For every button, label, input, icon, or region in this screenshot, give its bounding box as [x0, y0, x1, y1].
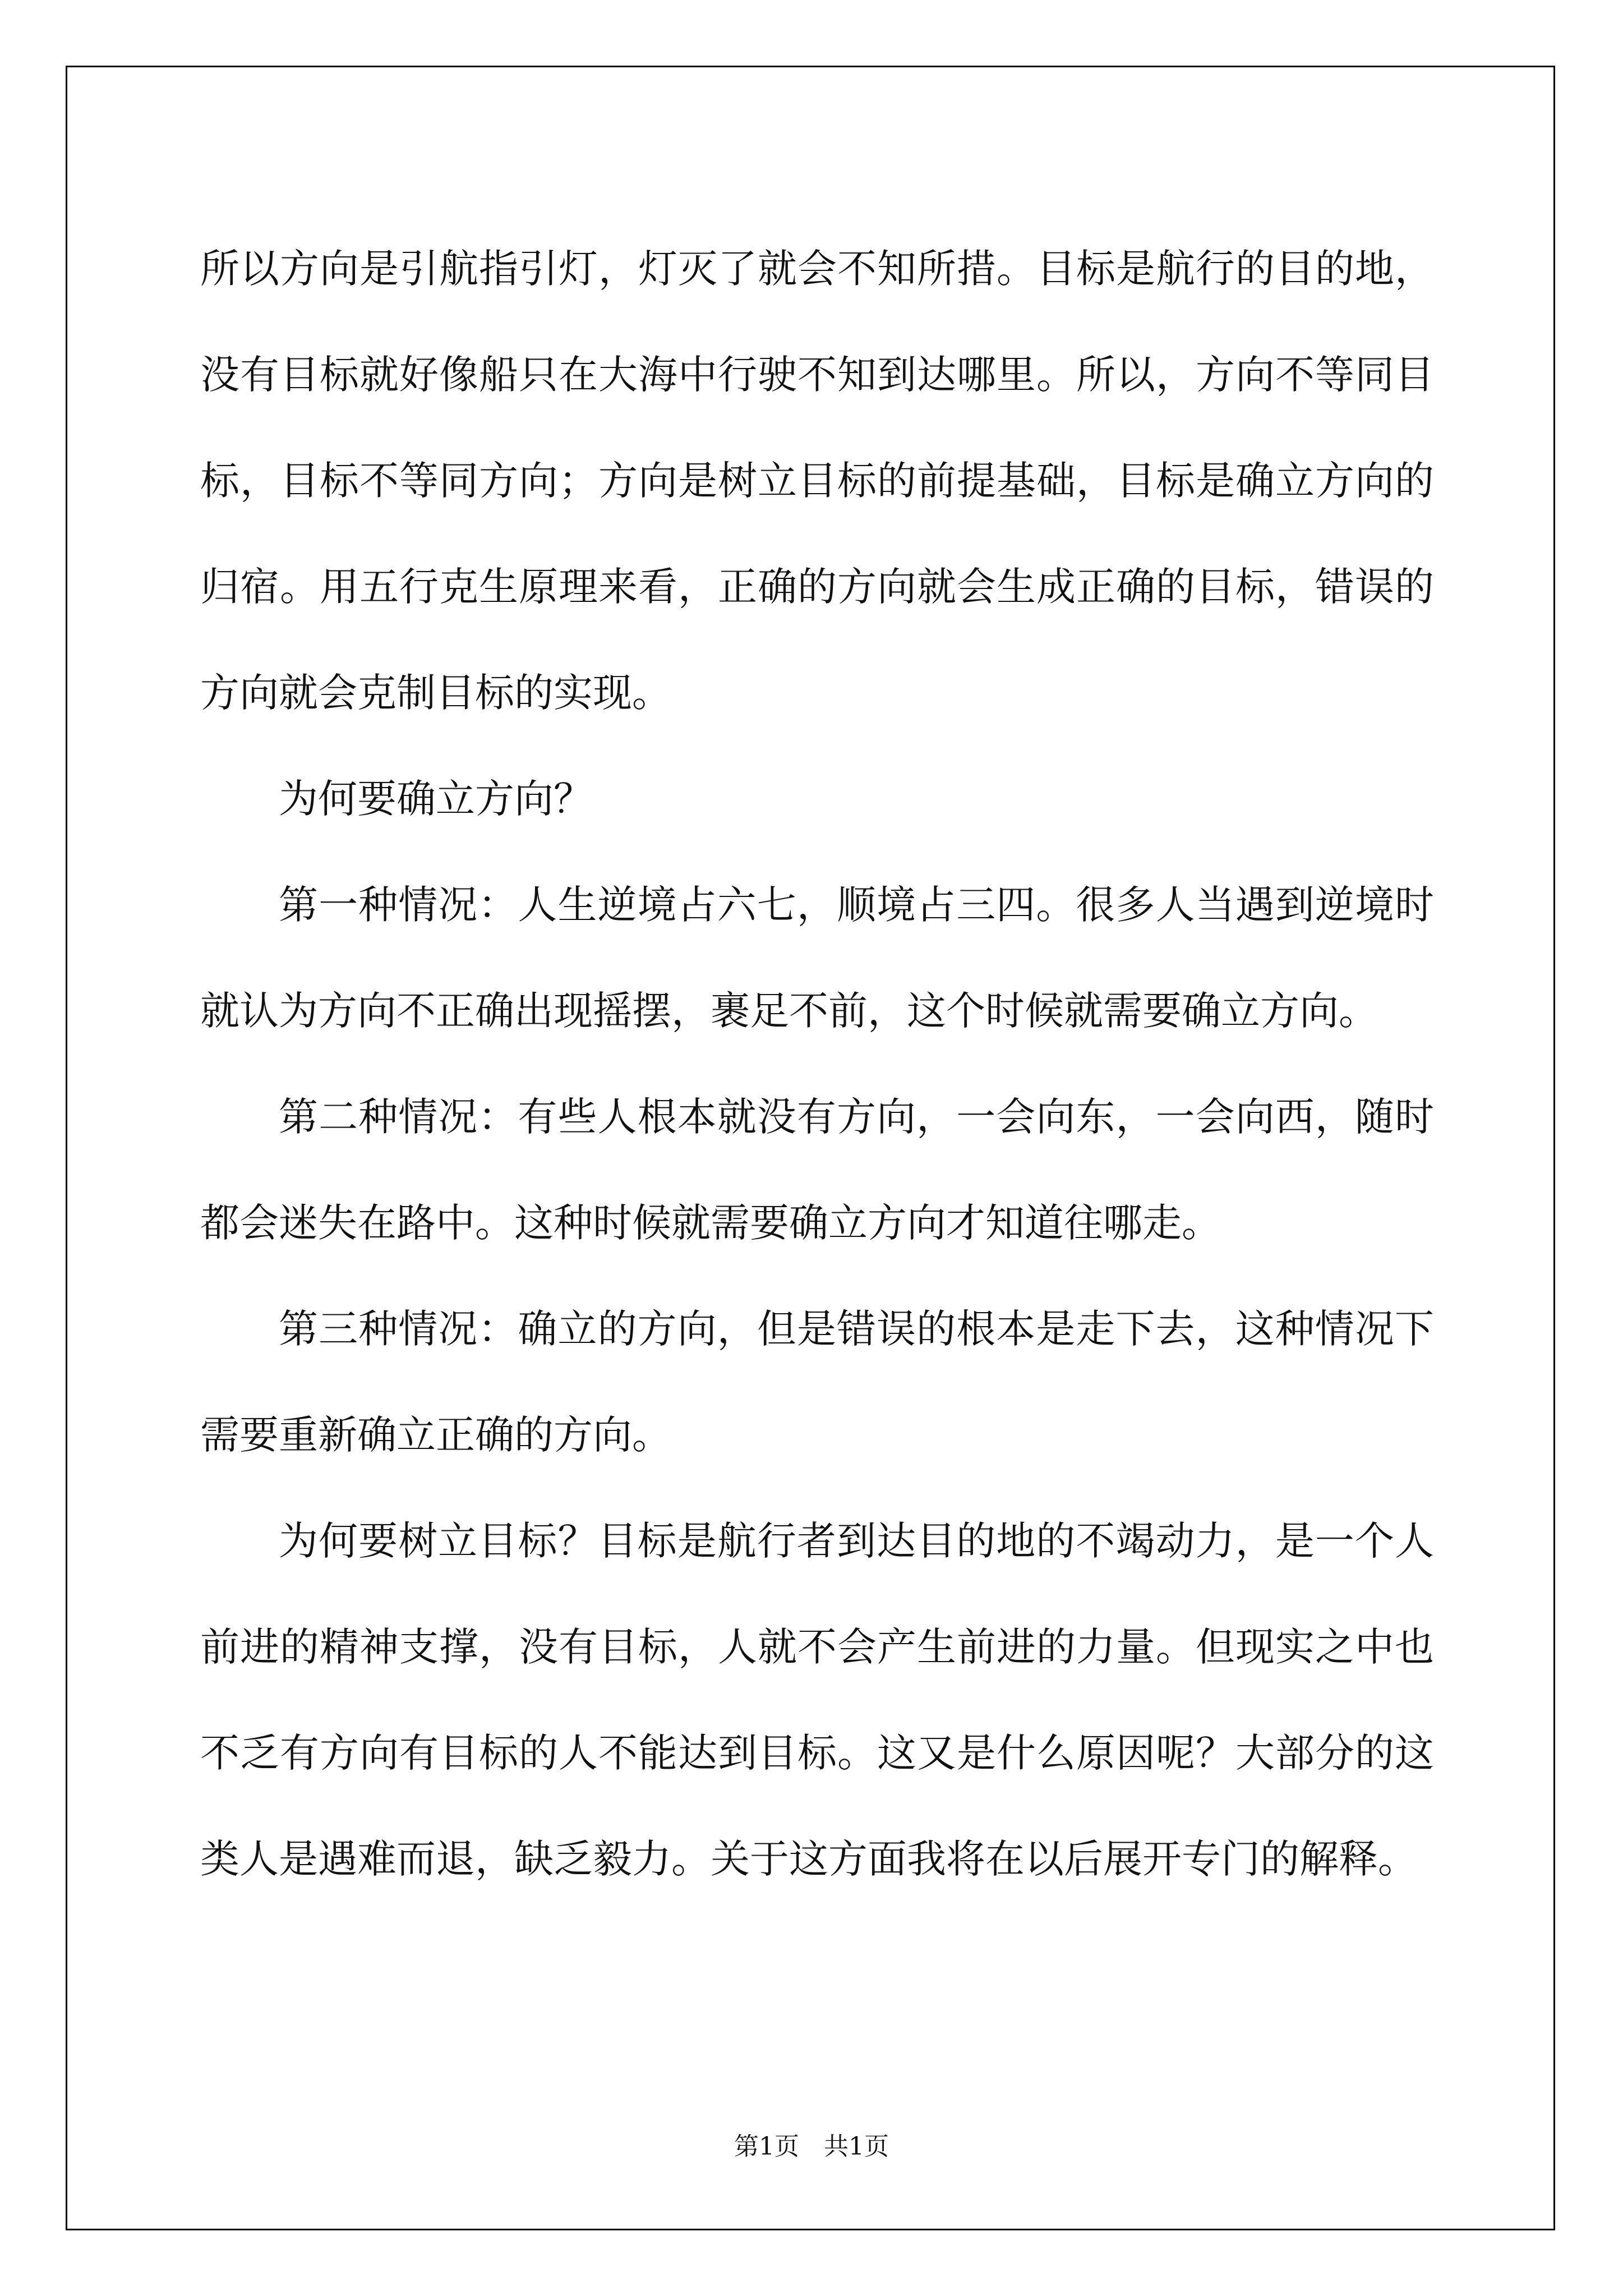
paragraph-1: 所以方向是引航指引灯，灯灭了就会不知所措。目标是航行的目的地，没有目标就好像船只在大海中行驶不知到达哪里。所以，方向不等同目标，目标不等同方向；方向是树立目标的前提基础，目标是确立方向的归宿。用五行克生原理来看，正确的方向就会生成正确的目标，错误的方向就会克制目标的实现。 — [200, 246, 1434, 716]
paragraph-4: 第二种情况：有些人根本就没有方向，一会向东，一会向西，随时都会迷失在路中。这种时候就需要确立方向才知道往哪走。 — [200, 1094, 1434, 1246]
page-number-footer: 第1页 共1页 — [734, 2132, 889, 2161]
document-body — [200, 216, 1434, 1912]
paragraph-6: 为何要树立目标？目标是航行者到达目的地的不竭动力，是一个人前进的精神支撑，没有目标，人就不会产生前进的力量。但现实之中也不乏有方向有目标的人不能达到目标。这又是什么原因呢？大部分的这类人是遇难而退，缺乏毅力。关于这方面我将在以后展开专门的解释。 — [200, 1518, 1434, 1882]
paragraph-2-heading: 为何要确立方向？ — [279, 776, 593, 822]
paragraph-3: 第一种情况：人生逆境占六七，顺境占三四。很多人当遇到逆境时就认为方向不正确出现摇摆，裹足不前，这个时候就需要确立方向。 — [200, 882, 1434, 1034]
paragraph-5: 第三种情况：确立的方向，但是错误的根本是走下去，这种情况下需要重新确立正确的方向。 — [200, 1306, 1434, 1458]
